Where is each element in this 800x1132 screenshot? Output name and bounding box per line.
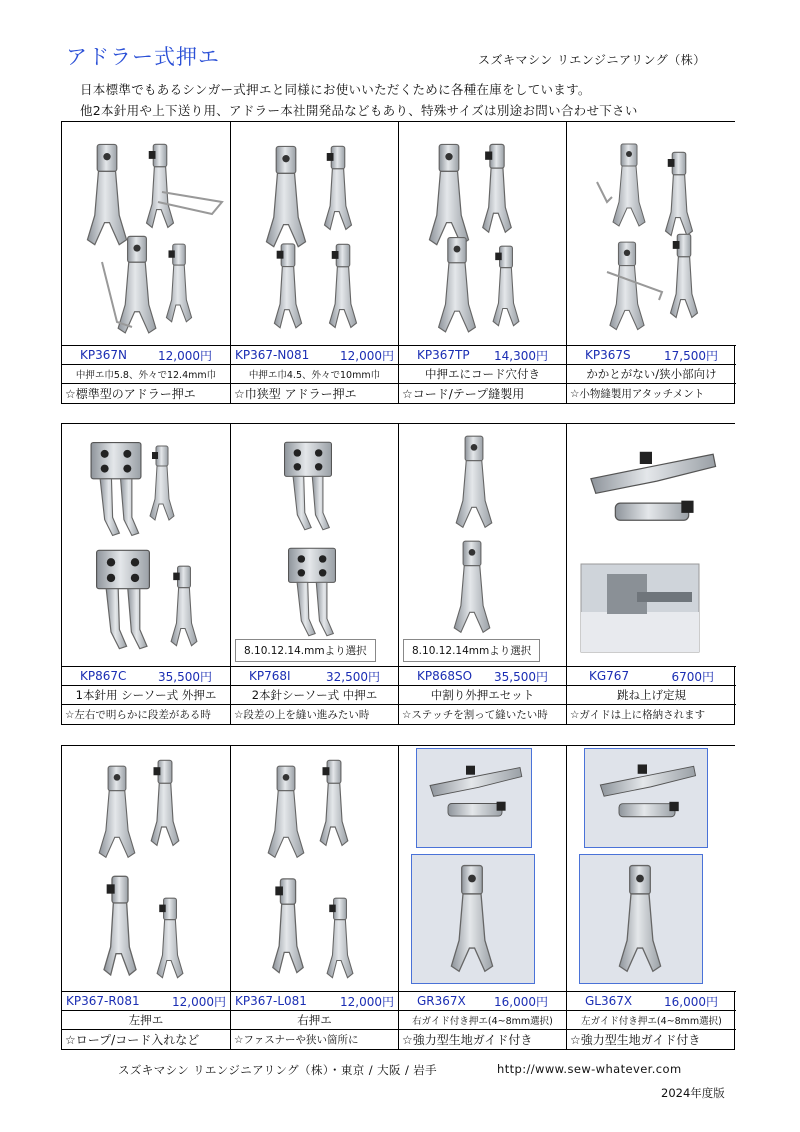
product-card-kp367n [62,122,231,403]
product-code-row [567,992,736,1011]
product-code-row [567,346,736,365]
product-code-row [399,667,566,686]
product-code: GR367X [417,994,466,1008]
product-price: 12,000円 [340,348,394,363]
product-photo [567,746,736,992]
product-code: KP367TP [417,348,470,362]
product-price: 35,500円 [494,669,548,684]
product-price: 16,000円 [664,994,718,1009]
product-card-kp367s [567,122,736,403]
product-code: KP367-L081 [235,994,307,1008]
product-note: ☆小物縫製用アタッチメント [570,388,705,400]
product-note: ☆ステッチを割って縫いたい時 [402,709,548,721]
product-description: かかとがない/狭小部向け [567,365,736,384]
product-photo [567,424,736,667]
product-code-row [567,667,736,686]
product-description: 中押エ巾4.5、外々で10mm巾 [231,365,398,384]
product-photo [231,424,398,667]
edition-label: 2024年度版 [661,1086,725,1100]
product-note: ☆ガイドは上に格納されます [570,709,706,721]
footer-company: スズキマシン リエンジニアリング（株）・東京 / 大阪 / 岩手 [118,1063,438,1077]
product-photo [399,746,566,992]
product-code: KP367-N081 [235,348,310,362]
product-price: 12,000円 [158,348,212,363]
product-photo [399,424,566,667]
product-card-kg767 [567,424,736,724]
product-card-kp867c [62,424,231,724]
product-description: 1本針用 シーソー式 外押エ [62,686,230,705]
product-description: 左押エ [62,1011,230,1030]
product-note: ☆強力型生地ガイド付き [402,1033,533,1047]
product-price: 16,000円 [494,994,548,1009]
product-note: ☆段差の上を縫い進みたい時 [234,709,370,721]
product-card-kp868so [399,424,567,724]
product-note: ☆左右で明らかに段差がある時 [65,709,211,721]
product-code-row [62,346,230,365]
product-note: ☆強力型生地ガイド付き [570,1033,701,1047]
product-card-kp367-l081 [231,746,399,1049]
product-description: 右押エ [231,1011,398,1030]
company-name-header: スズキマシン リエンジニアリング（株） [478,53,706,67]
size-select-note: 8.10.12.14.mmより選択 [235,639,376,662]
product-note: ☆コード/テープ縫製用 [402,387,525,401]
product-code: GL367X [585,994,633,1008]
product-grid-1 [61,121,735,404]
product-code-row [231,346,398,365]
product-description: 左ガイド付き押エ(4~8mm選択) [567,1011,736,1030]
product-price: 17,500円 [664,348,718,363]
product-description: 2本針シーソー式 中押エ [231,686,398,705]
product-photo [62,746,230,992]
product-description: 跳ね上げ定規 [567,686,736,705]
product-code: KP868SO [417,669,473,683]
size-select-note: 8.10.12.14mmより選択 [403,639,540,662]
product-code: KP367S [585,348,631,362]
product-code-row [62,667,230,686]
product-description: 中押エにコード穴付き [399,365,566,384]
product-code: KP367-R081 [66,994,140,1008]
product-grid-3 [61,745,735,1050]
product-code-row [62,992,230,1011]
product-card-kp768i [231,424,399,724]
product-note: ☆ファスナーや狭い箇所に [234,1034,359,1046]
product-card-gr367x [399,746,567,1049]
product-card-kp367-r081 [62,746,231,1049]
product-code-row [231,667,398,686]
product-code-row [399,992,566,1011]
product-card-kp367-n081 [231,122,399,403]
product-price: 32,500円 [326,669,380,684]
product-price: 14,300円 [494,348,548,363]
product-note: ☆巾狭型 アドラー押エ [234,387,357,401]
product-photo [231,746,398,992]
product-photo [567,122,736,346]
product-photo [231,122,398,346]
product-photo [62,424,230,667]
product-code: KP768I [249,669,291,683]
product-code-row [231,992,398,1011]
product-price: 12,000円 [340,994,394,1009]
product-description: 右ガイド付き押エ(4~8mm選択) [399,1011,566,1030]
product-code: KP367N [80,348,127,362]
product-note: ☆標準型のアドラー押エ [65,387,196,401]
footer-url-link[interactable]: http://www.sew-whatever.com [497,1062,682,1076]
product-code: KG767 [589,669,630,683]
product-note: ☆ロープ/コード入れなど [65,1033,200,1047]
product-description: 中割り外押エセット [399,686,566,705]
product-photo [62,122,230,346]
product-price: 6700円 [671,669,714,684]
product-description: 中押エ巾5.8、外々で12.4mm巾 [62,365,230,384]
intro-line-2: 他2本針用や上下送り用、アドラー本社開発品などもあり、特殊サイズは別途お問い合わせ下さい [80,103,638,118]
product-price: 12,000円 [172,994,226,1009]
page-title: アドラー式押エ [66,45,220,69]
product-card-kp367tp [399,122,567,403]
product-photo [399,122,566,346]
product-code-row [399,346,566,365]
product-price: 35,500円 [158,669,212,684]
intro-line-1: 日本標準でもあるシンガー式押エと同様にお使いいただくために各種在庫をしています。 [80,82,591,97]
product-code: KP867C [80,669,127,683]
product-grid-2 [61,423,735,725]
product-card-gl367x [567,746,736,1049]
